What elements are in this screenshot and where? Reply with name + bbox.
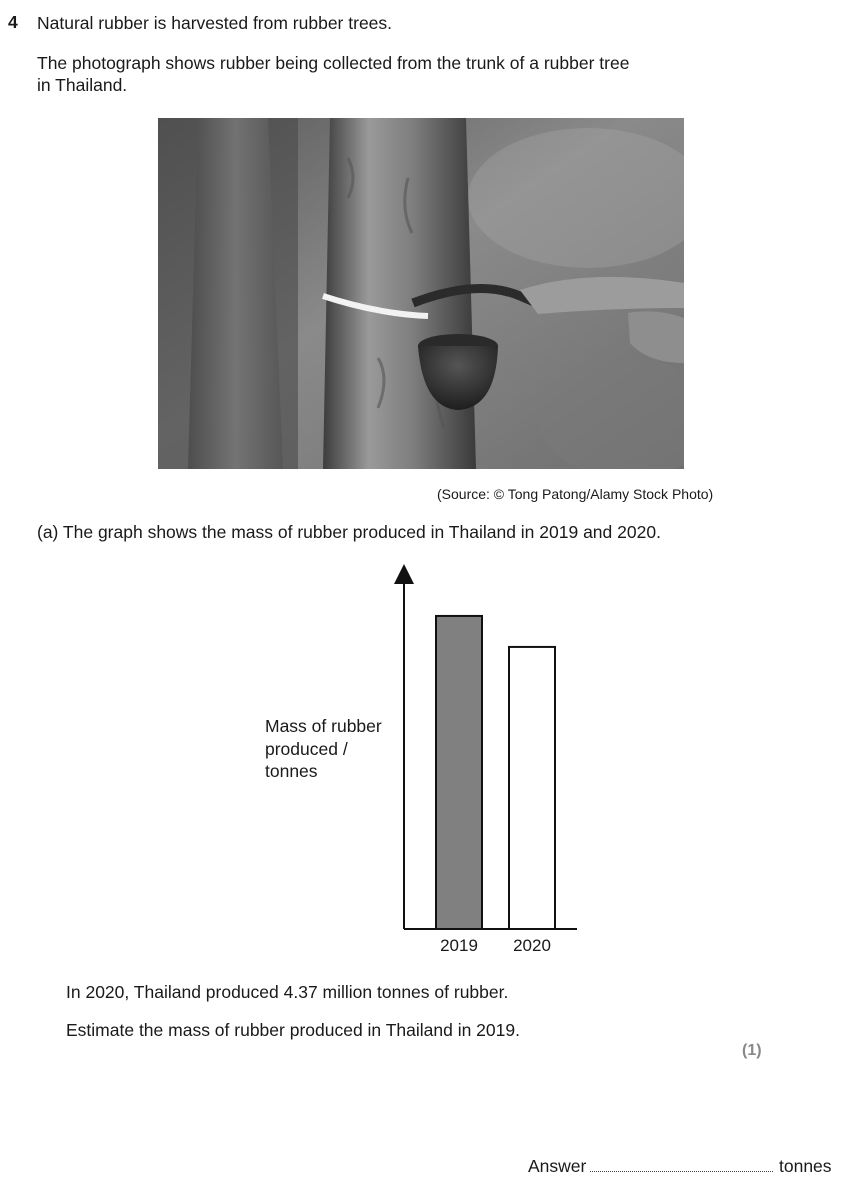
y-axis-label <box>265 715 382 783</box>
part-a-text: (a) The graph shows the mass of rubber produced in Thailand in 2019 and 2020. <box>37 522 661 542</box>
photo-source: (Source: © Tong Patong/Alamy Stock Photo) <box>437 486 714 502</box>
photo-description-line-2: in Thailand. <box>37 75 128 95</box>
answer-unit: tonnes <box>779 1156 832 1176</box>
bar-2020 <box>509 647 555 929</box>
x-tick-label-2020: 2020 <box>513 936 551 955</box>
given-fact: In 2020, Thailand produced 4.37 million tonnes of rubber. <box>66 982 509 1002</box>
x-tick-label-2019: 2019 <box>440 936 478 955</box>
rubber-tree-photo <box>158 118 684 469</box>
y-axis-label-line-2: produced / <box>265 738 348 759</box>
question-number: 4 <box>8 12 18 32</box>
photo-description <box>37 52 629 96</box>
y-axis-label-line-1: Mass of rubber <box>265 716 382 736</box>
bar-2019 <box>436 616 482 929</box>
y-axis-label-line-3: tonnes <box>265 761 318 781</box>
photo-description-line-1: The photograph shows rubber being collected from the trunk of a rubber tree <box>37 53 630 73</box>
question-intro: Natural rubber is harvested from rubber trees. <box>37 13 393 33</box>
answer-label: Answer <box>528 1156 587 1176</box>
answer-field[interactable] <box>590 1171 773 1172</box>
estimate-prompt: Estimate the mass of rubber produced in Thailand in 2019. <box>66 1020 520 1040</box>
marks-indicator: (1) <box>742 1042 762 1059</box>
